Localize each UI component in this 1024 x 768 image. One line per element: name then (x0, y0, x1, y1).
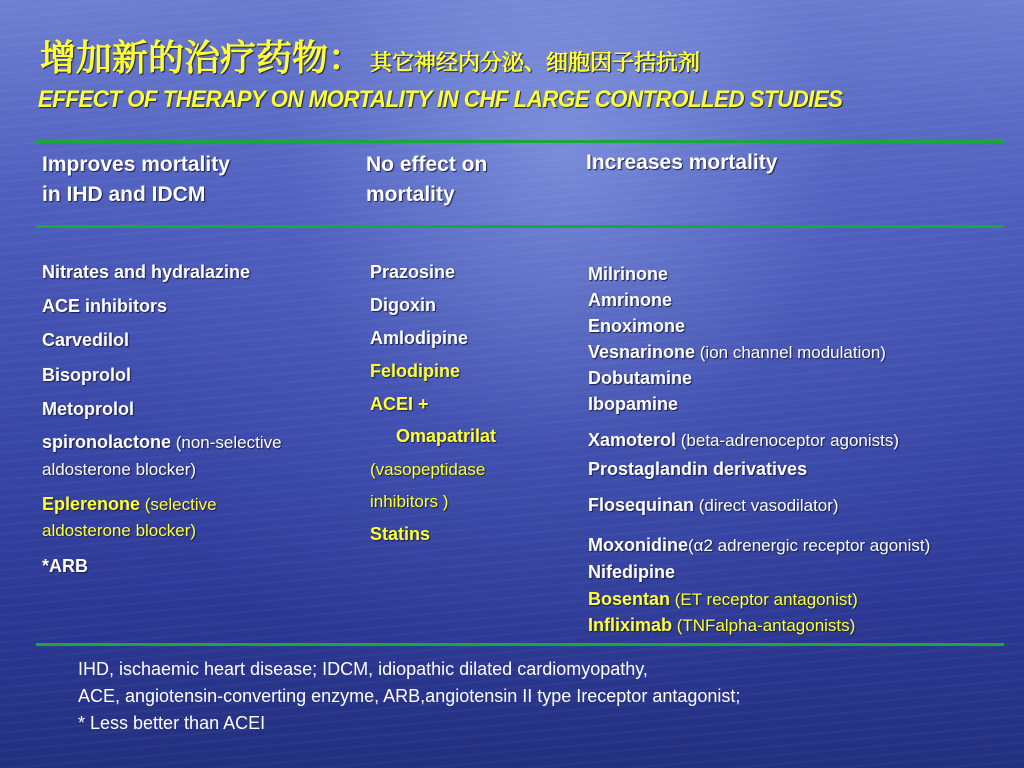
list-item: Prazosine (370, 262, 456, 282)
list-item: Amrinone (588, 290, 673, 310)
list-item: Nitrates and hydralazine (42, 262, 251, 282)
drug-name: Vesnarinone (588, 342, 696, 362)
drug-name: Flosequinan (588, 495, 695, 515)
divider-bottom (36, 643, 1004, 646)
footnote-line1: IHD, ischaemic heart disease; IDCM, idiopathic dilated cardiomyopathy, (78, 659, 648, 679)
list-item: Metoprolol (42, 399, 134, 419)
list-item (42, 494, 217, 515)
column-improves (42, 0, 352, 768)
list-item: Carvedilol (42, 330, 130, 350)
drug-note: (non-selective (171, 433, 282, 452)
list-item: ACE inhibitors (42, 296, 167, 316)
drug-name: Bosentan (588, 589, 671, 609)
list-item: ACEI + (370, 394, 429, 414)
drug-note: (selective (140, 495, 217, 514)
drug-name: Eplerenone (42, 494, 141, 514)
drug-note: (α2 adrenergic receptor agonist) (688, 536, 931, 555)
drug-note: (beta-adrenoceptor agonists) (676, 431, 900, 450)
column-noeffect (370, 0, 570, 768)
header-increases-line1: Increases mortality (586, 151, 778, 174)
drug-name: spironolactone (42, 432, 172, 452)
drug-note-continued: aldosterone blocker) (42, 460, 197, 479)
list-item: Bisoprolol (42, 365, 131, 385)
header-improves-line2: in IHD and IDCM (42, 183, 206, 206)
list-item (588, 535, 930, 556)
footnote (78, 656, 740, 737)
header-noeffect-line2: mortality (366, 183, 455, 206)
footnote-line2: ACE, angiotensin-converting enzyme, ARB,angiotensin II type Ireceptor antagonist; (78, 686, 741, 706)
drug-note: (TNFalpha-antagonists) (672, 616, 856, 635)
title-english: EFFECT OF THERAPY ON MORTALITY IN CHF LARGE CONTROLLED STUDIES (38, 86, 843, 113)
list-item: Amlodipine (370, 328, 468, 348)
header-noeffect-line1: No effect on (366, 153, 488, 176)
list-item (588, 495, 839, 516)
list-item: Enoximone (588, 316, 686, 336)
list-item: Milrinone (588, 264, 668, 284)
list-item: Nifedipine (588, 562, 676, 582)
list-item: Omapatrilat (396, 426, 497, 446)
list-item (42, 432, 282, 453)
list-item: Felodipine (370, 361, 460, 381)
list-item: *ARB (42, 556, 89, 576)
list-item (588, 589, 858, 610)
drug-name: Moxonidine (588, 535, 688, 555)
list-item (588, 342, 886, 363)
list-item: Statins (370, 524, 431, 544)
drug-note: (ET receptor antagonist) (670, 590, 858, 609)
list-item: Dobutamine (588, 368, 693, 388)
column-increases (588, 0, 1008, 768)
list-item: Ibopamine (588, 394, 679, 414)
drug-note-continued: inhibitors ) (370, 492, 449, 511)
list-item: Prostaglandin derivatives (588, 459, 808, 479)
list-item: Digoxin (370, 295, 436, 315)
drug-name: Xamoterol (588, 430, 677, 450)
header-improves-line1: Improves mortality (42, 153, 230, 176)
list-item (588, 615, 855, 636)
drug-note-continued: aldosterone blocker) (42, 521, 197, 540)
drug-note: (direct vasodilator) (694, 496, 839, 515)
drug-note: (vasopeptidase (370, 460, 486, 479)
drug-name: Infliximab (588, 615, 673, 635)
list-item (588, 430, 899, 451)
title-subtitle: 其它神经内分泌、细胞因子拮抗剂 (370, 51, 701, 76)
title-main: 增加新的治疗药物： (40, 38, 365, 79)
footnote-line3: * Less better than ACEI (78, 713, 266, 733)
drug-note: (ion channel modulation) (695, 343, 886, 362)
